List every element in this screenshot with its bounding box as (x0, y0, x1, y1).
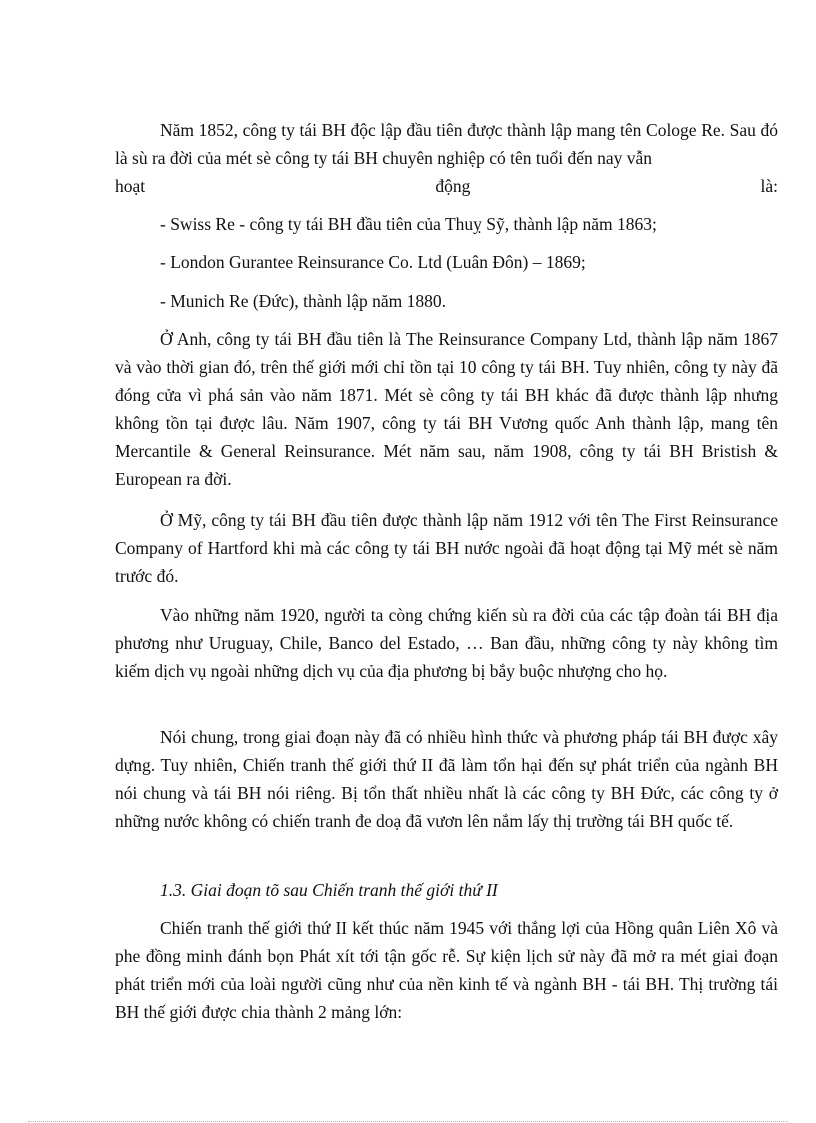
paragraph-cologne: Năm 1852, công ty tái BH độc lập đầu tiên được thành lập mang tên Cologe Re. Sau đó là sù ra đời của mét sè công ty tái BH chuyên nghiệp có tên tuổi đến nay vẫn (115, 120, 778, 168)
paragraph-1920s: Vào những năm 1920, người ta còng chứng kiến sù ra đời của các tập đoàn tái BH địa phương như Uruguay, Chile, Banco del Estado, … Ban đầu, những công ty này không tìm kiếm dịch vụ ngoài những dịch vụ của địa phương bị bắy buộc nhượng cho họ. (115, 605, 778, 681)
paragraph-england: Ở Anh, công ty tái BH đầu tiên là The Reinsurance Company Ltd, thành lập năm 1867 và vào thời gian đó, trên thế giới mới chỉ tồn tại 10 công ty tái BH. Tuy nhiên, công ty này đã đóng cửa vì phá sản vào năm 1871. Mét sè công ty tái BH khác đã được thành lập nhưng không tồn tại được lâu. Năm 1907, công ty tái BH Vương quốc Anh thành lập, mang tên Mercantile & General Reinsurance. Mét năm sau, năm 1908, công ty tái BH Bristish & European ra đời. (115, 329, 778, 489)
paragraph-general: Nói chung, trong giai đoạn này đã có nhiều hình thức và phương pháp tái BH được xây dựng. Tuy nhiên, Chiến tranh thế giới thứ II đã làm tổn hại đến sự phát triển của ngành BH nói chung và tái BH nói riêng. Bị tổn thất nhiều nhất là các công ty BH Đức, các công ty ở những nước không có chiến tranh đe doạ đã vươn lên nắm lấy thị trường tái BH quốc tế. (115, 727, 778, 831)
list-item-swiss-re: - Swiss Re - công ty tái BH đầu tiên của Thuỵ Sỹ, thành lập năm 1863; (160, 214, 657, 234)
page-bottom-divider (28, 1121, 788, 1122)
paragraph-cologne-end: hoạt động là: (115, 176, 778, 196)
paragraph-postwar: Chiến tranh thế giới thứ II kết thúc năm 1945 với thắng lợi của Hồng quân Liên Xô và phe đồng minh đánh bọn Phát xít tới tận gốc rễ. Sự kiện lịch sử này đã mở ra mét giai đoạn phát triển mới của loài người cũng như của nền kinh tế và ngành BH - tái BH. Thị trường tái BH thế giới được chia thành 2 mảng lớn: (115, 918, 778, 1022)
list-item-munich-re: - Munich Re (Đức), thành lập năm 1880. (160, 291, 447, 311)
section-heading: 1.3. Giai đoạn tõ sau Chiến tranh thế giới thứ II (160, 880, 498, 900)
paragraph-usa: Ở Mỹ, công ty tái BH đầu tiên được thành lập năm 1912 với tên The First Reinsurance Company of Hartford khi mà các công ty tái BH nước ngoài đã hoạt động tại Mỹ mét sè năm trước đó. (115, 510, 778, 586)
list-item-london-gurantee: - London Gurantee Reinsurance Co. Ltd (Luân Đôn) – 1869; (160, 252, 586, 272)
